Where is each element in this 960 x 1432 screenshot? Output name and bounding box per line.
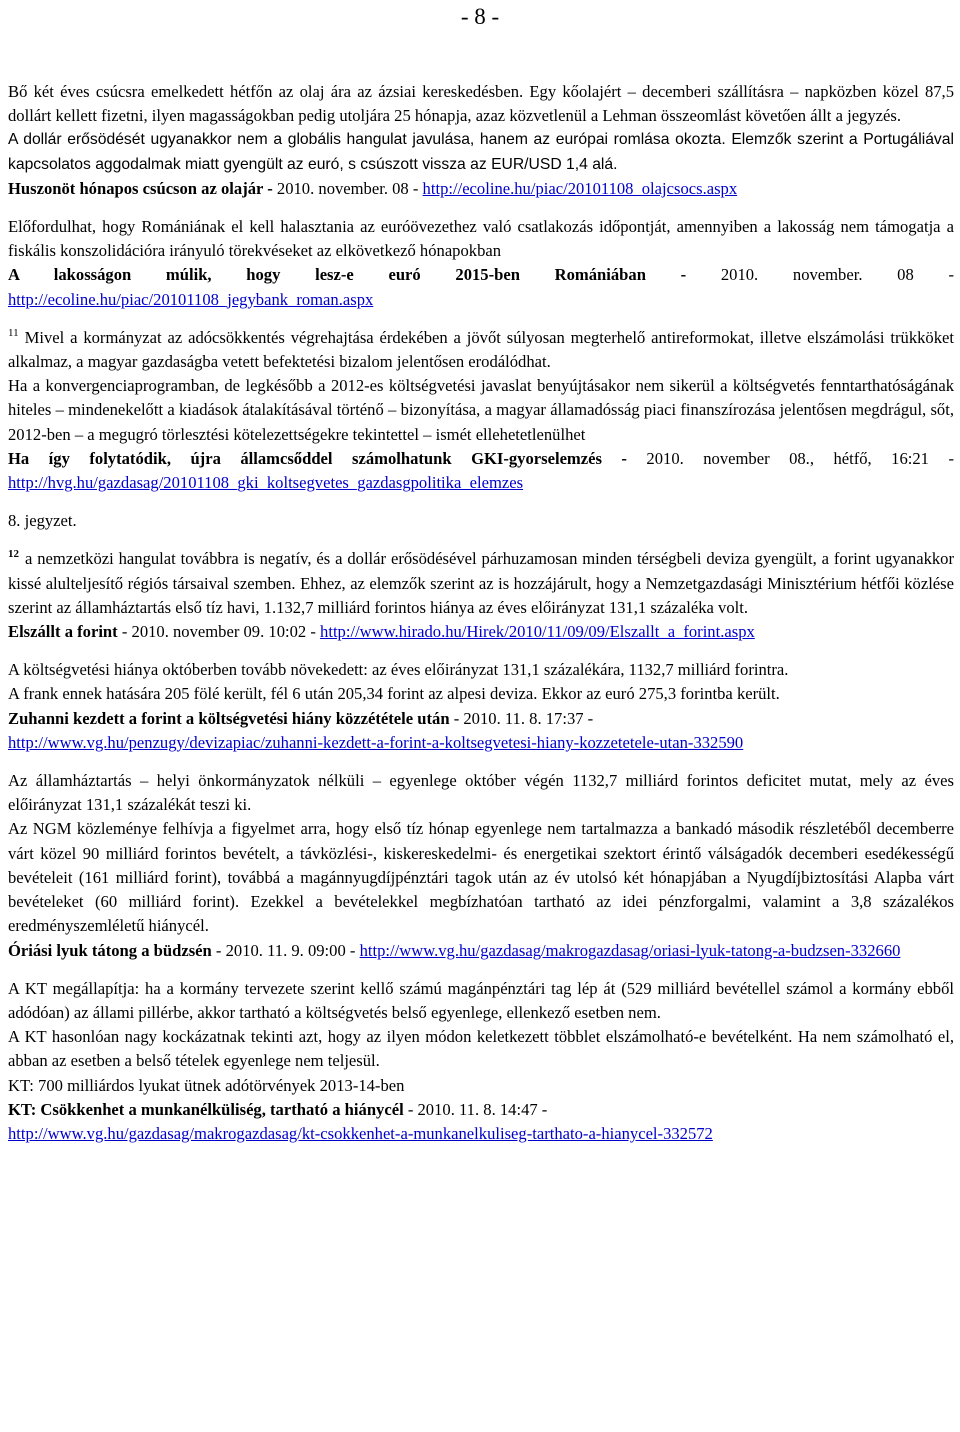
paragraph: $^{11}$ Mivel a kormányzat az adócsökkentés végrehajtása érdekében a jövőt súlyosan megterhelő antireformokat, illetve elszámolási trükköket alkalmaz, a magyar gazdaságba vetett befektetési bizalom jelentősen erodálódhat. xyxy=(8,326,954,372)
source-line xyxy=(8,1098,954,1122)
article-block-budget-hole xyxy=(8,769,954,963)
source-title: Elszállt a forint xyxy=(8,622,118,642)
document-body xyxy=(8,80,954,1146)
article-block-oil-price xyxy=(8,80,954,201)
paragraph: $^{12}$ a nemzetközi hangulat továbbra is negatív, és a dollár erősödésével párhuzamosan minden térségbeli deviza gyengült, a forint ugyanakkor kissé alulteljesítő régiós társaival szemben. Ehhez, az elemzők szerint az is hozzájárult, hogy a Nemzetgazdasági Minisztérium hétfői közlése szerint az államháztartás első tíz havi, 1.132,7 milliárd forintos hiánya az éves előirányzat 131,1 százaléka volt. xyxy=(8,548,954,617)
paragraph: A frank ennek hatására 205 fölé került, fél 6 után 205,34 forint az alpesi deviza. Ekkor az euró 275,3 forintba került. xyxy=(8,684,780,704)
source-date: 2010. november. 08 - xyxy=(686,265,954,285)
paragraph: A KT hasonlóan nagy kockázatnak tekinti azt, hogy az ilyen módon keletkezett többlet elszámolható-e bevételként. Ha nem számolható el, abban az esetben a belső tételek egyenlege nem teljesül. xyxy=(8,1027,954,1071)
source-title: Huszonöt hónapos csúcson az olajár - xyxy=(8,178,273,198)
source-link[interactable]: http://www.vg.hu/gazdasag/makrogazdasag/kt-csokkenhet-a-munkanelkuliseg-tarthato-a-hianycel-332572 xyxy=(8,1123,713,1143)
source-line xyxy=(8,447,954,495)
paragraph: A KT megállapítja: ha a kormány tervezete szerint kellő számú magánpénztári tag lép át (529 milliárd bevétellel számol a kormány ebből adódóan) az állami pillérbe, akkor tartható a költségvetés belső egyenlege, ellenkező esetben nem. xyxy=(8,978,954,1022)
article-block-gki xyxy=(8,326,954,495)
note-label: 8. jegyzet. xyxy=(8,511,77,531)
source-link[interactable]: http://ecoline.hu/piac/20101108_olajcsocs.aspx xyxy=(422,178,738,198)
source-link-line xyxy=(8,731,954,755)
paragraph: Ha a konvergenciaprogramban, de legkésőbb a 2012-es költségvetési javaslat benyújtásakor nem sikerül a költségvetés fenntarthatóságának hiteles – mindenekelőtt a kiadások átalakításával történő – bizonyítása, a magyar államadósság piaci finanszírozása jelentősen megdrágul, sőt, 2012-ben – a megugró törlesztési kötelezettségekre tekintettel – ismét ellehetetlenülhet xyxy=(8,376,954,444)
source-date: - 2010. november 09. 10:02 - xyxy=(117,622,321,642)
article-block-romania-euro xyxy=(8,215,954,312)
paragraph: A költségvetési hiánya októberben tovább növekedett: az éves előirányzat 131,1 százalékára, 1132,7 milliárd forintra. xyxy=(8,660,789,680)
page-number: - 8 - xyxy=(460,4,500,29)
source-line xyxy=(8,620,954,644)
article-block-forint xyxy=(8,547,954,644)
article-block-deficit xyxy=(8,658,954,755)
source-date: - 2010. 11. 8. 17:37 - xyxy=(449,708,594,728)
source-date: 2010. november 08., hétfő, 16:21 - xyxy=(626,448,954,468)
source-title: A lakosságon múlik, hogy lesz-e euró 2015-ben Romániában - xyxy=(8,265,687,285)
source-link-line xyxy=(8,1122,954,1146)
source-line xyxy=(8,263,954,311)
article-block-kt xyxy=(8,977,954,1146)
source-date: - 2010. 11. 8. 14:47 - xyxy=(403,1099,548,1119)
source-title: Óriási lyuk tátong a büdzsén xyxy=(8,940,212,960)
paragraph: KT: 700 milliárdos lyukat ütnek adótörvények 2013-14-ben xyxy=(8,1075,405,1095)
paragraph: Bő két éves csúcsra emelkedett hétfőn az olaj ára az ázsiai kereskedésben. Egy kőolajért – decemberi szállításra – napközben közel 87,5 dollárt kellett fizetni, ilyen magasságokban pedig utoljára 25 hónapja, azaz közvetlenül a Lehman összeomlást követően állt a jegyzés. xyxy=(8,82,954,126)
source-line xyxy=(8,939,954,963)
source-date: 2010. november. 08 - xyxy=(272,178,423,198)
source-link[interactable]: http://ecoline.hu/piac/20101108_jegybank_roman.aspx xyxy=(8,289,374,309)
source-link[interactable]: http://www.vg.hu/penzugy/devizapiac/zuhanni-kezdett-a-forint-a-koltsegvetesi-hiany-kozzetetele-utan-332590 xyxy=(8,732,744,752)
source-link[interactable]: http://hvg.hu/gazdasag/20101108_gki_koltsegvetes_gazdasgpolitika_elemzes xyxy=(8,473,524,493)
source-link[interactable]: http://www.vg.hu/gazdasag/makrogazdasag/oriasi-lyuk-tatong-a-budzsen-332660 xyxy=(359,940,901,960)
source-line xyxy=(8,707,954,731)
source-title: Zuhanni kezdett a forint a költségvetési hiány közzététele után xyxy=(8,708,450,728)
footnote-marker: 11 xyxy=(8,326,19,339)
paragraph: A dollár erősödését ugyanakkor nem a globális hangulat javulása, hanem az európai romlása okozta. Elemzők szerint a Portugáliával kapcsolatos aggodalmak miatt gyengült az euró, s csúszott vissza az EUR/USD 1,4 alá. xyxy=(8,131,954,173)
source-title: Ha így folytatódik, újra államcsőddel számolhatunk GKI-gyorselemzés - xyxy=(8,448,627,468)
paragraph: Az államháztartás – helyi önkormányzatok nélküli – egyenlege október végén 1132,7 milliárd forintos deficitet mutat, mely az éves előirányzat 131,1 százalékát teszi ki. xyxy=(8,771,954,815)
source-date: - 2010. 11. 9. 09:00 - xyxy=(211,940,360,960)
footnote-marker: 12 xyxy=(8,548,19,561)
paragraph: Előfordulhat, hogy Romániának el kell halasztania az euróövezethez való csatlakozás időpontját, amennyiben a lakosság nem támogatja a fiskális konszolidációra irányuló törekvéseket az elkövetkező hónapokban xyxy=(8,217,954,261)
paragraph: Az NGM közleménye felhívja a figyelmet arra, hogy első tíz hónap egyenlege nem tartalmazza a bankadó második részletéből decemberre várt közel 90 milliárd forintos bevételt, a távközlési-, kiskereskedelmi- és energetikai szektort érintő válságadók decemberi esedékességű bevételeit (161 milliárd forint), továbbá a magánnyugdíjpénztári tagok után az év utolsó két hónapjában a Nyugdíjbiztosítási Alapba várt bevételeket (60 milliárd forint). Ezekkel a bevételekkel megbízhatóan tartható az idei pénzforgalmi, valamint a 3,8 százalékos eredményszemléletű hiánycél. xyxy=(8,819,954,936)
source-link[interactable]: http://www.hirado.hu/Hirek/2010/11/09/09/Elszallt_a_forint.aspx xyxy=(320,622,755,642)
source-title: KT: Csökkenhet a munkanélküliség, tartható a hiánycél xyxy=(8,1099,404,1119)
source-line xyxy=(8,177,954,201)
